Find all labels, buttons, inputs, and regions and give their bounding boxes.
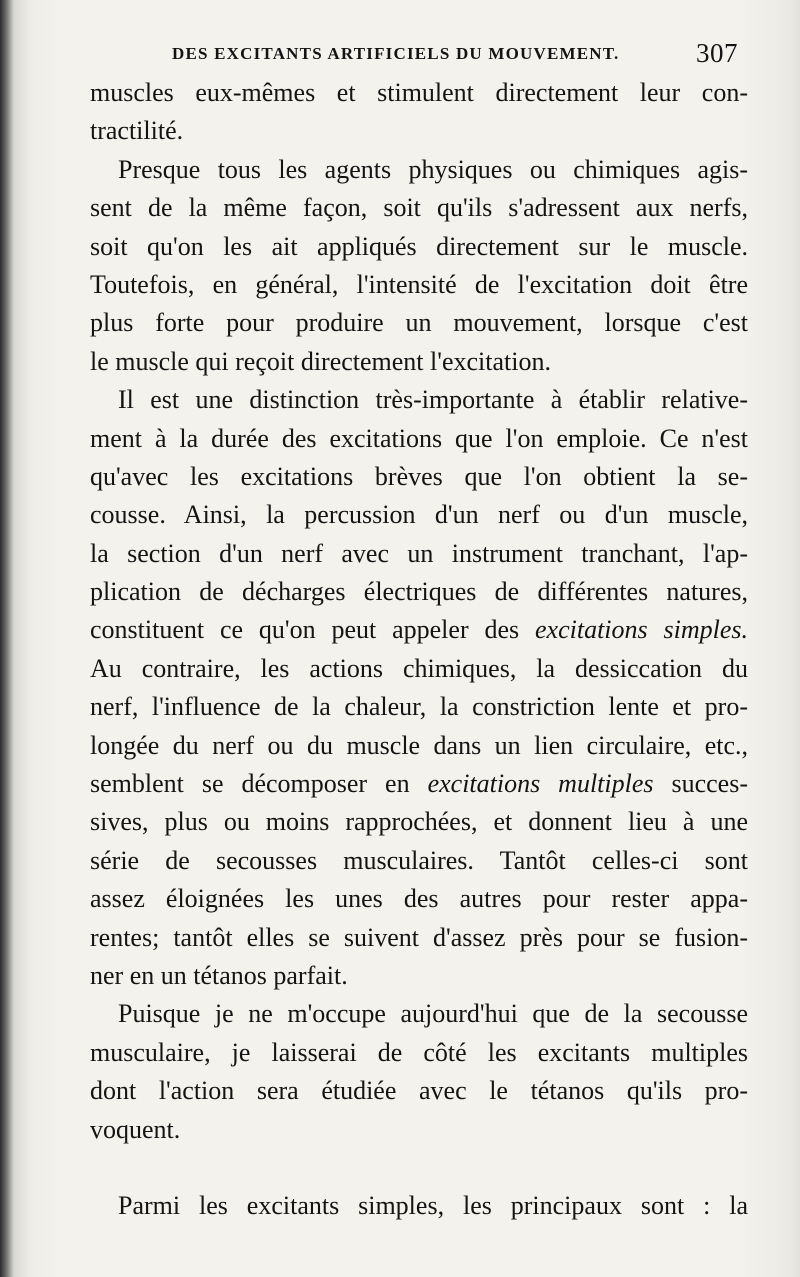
text-line [90, 765, 748, 803]
text-line: qu'avec les excitations brèves que l'on obtient la se- [90, 461, 748, 491]
page-header [172, 38, 738, 68]
text-line: muscles eux-mêmes et stimulent directement leur con- [90, 78, 748, 107]
running-title: DES EXCITANTS ARTIFICIELS DU MOUVEMENT. [172, 44, 620, 63]
text-line: Au contraire, les actions chimiques, la dessiccation du [90, 653, 748, 683]
text-line: la section d'un nerf avec un instrument tranchant, l'ap- [90, 538, 748, 568]
text-line: rentes; tantôt elles se suivent d'assez près pour se fusion- [90, 922, 748, 952]
page-body [90, 74, 748, 1225]
text-line: ner en un tétanos parfait. [90, 960, 348, 990]
text-line: plus forte pour produire un mouvement, lorsque c'est [90, 308, 748, 338]
text-line: série de secousses musculaires. Tantôt celles-ci sont [90, 845, 748, 875]
text-line [90, 611, 748, 649]
paragraph-gap [90, 1149, 748, 1187]
text-line: nerf, l'influence de la chaleur, la constriction lente et pro- [90, 692, 748, 722]
line-text: semblent se décomposer en [90, 769, 428, 799]
text-line: voquent. [90, 1114, 181, 1144]
text-line: dont l'action sera étudiée avec le tétanos qu'ils pro- [90, 1076, 748, 1106]
text-line: Parmi les excitants simples, les principaux sont : la [118, 1190, 748, 1220]
line-text: constituent ce qu'on peut appeler des [90, 615, 535, 645]
text-line: Toutefois, en général, l'intensité de l'excitation doit être [90, 269, 748, 299]
page-number: 307 [696, 38, 738, 68]
line-text: succes- [653, 769, 748, 799]
italic-term: excitations multiples [427, 769, 654, 799]
text-line: assez éloignées les unes des autres pour rester appa- [90, 884, 748, 914]
text-line: tractilité. [90, 116, 184, 146]
text-line: cousse. Ainsi, la percussion d'un nerf ou d'un muscle, [90, 500, 748, 530]
text-line: longée du nerf ou du muscle dans un lien circulaire, etc., [90, 730, 748, 760]
text-line: sives, plus ou moins rapprochées, et donnent lieu à une [90, 807, 748, 837]
text-line: soit qu'on les ait appliqués directement sur le muscle. [90, 231, 748, 261]
text-line: Il est une distinction très-importante à établir relative- [118, 385, 748, 415]
text-line: ment à la durée des excitations que l'on emploie. Ce n'est [90, 423, 748, 453]
text-line: Puisque je ne m'occupe aujourd'hui que de la secousse [118, 999, 748, 1029]
text-line: Presque tous les agents physiques ou chimiques agis- [118, 154, 748, 184]
italic-term: excitations simples. [535, 615, 748, 645]
text-line: musculaire, je laisserai de côté les excitants multiples [90, 1037, 748, 1067]
text-line: le muscle qui reçoit directement l'excitation. [90, 346, 551, 376]
text-line: plication de décharges électriques de différentes natures, [90, 577, 748, 607]
text-line: sent de la même façon, soit qu'ils s'adressent aux nerfs, [90, 193, 748, 223]
